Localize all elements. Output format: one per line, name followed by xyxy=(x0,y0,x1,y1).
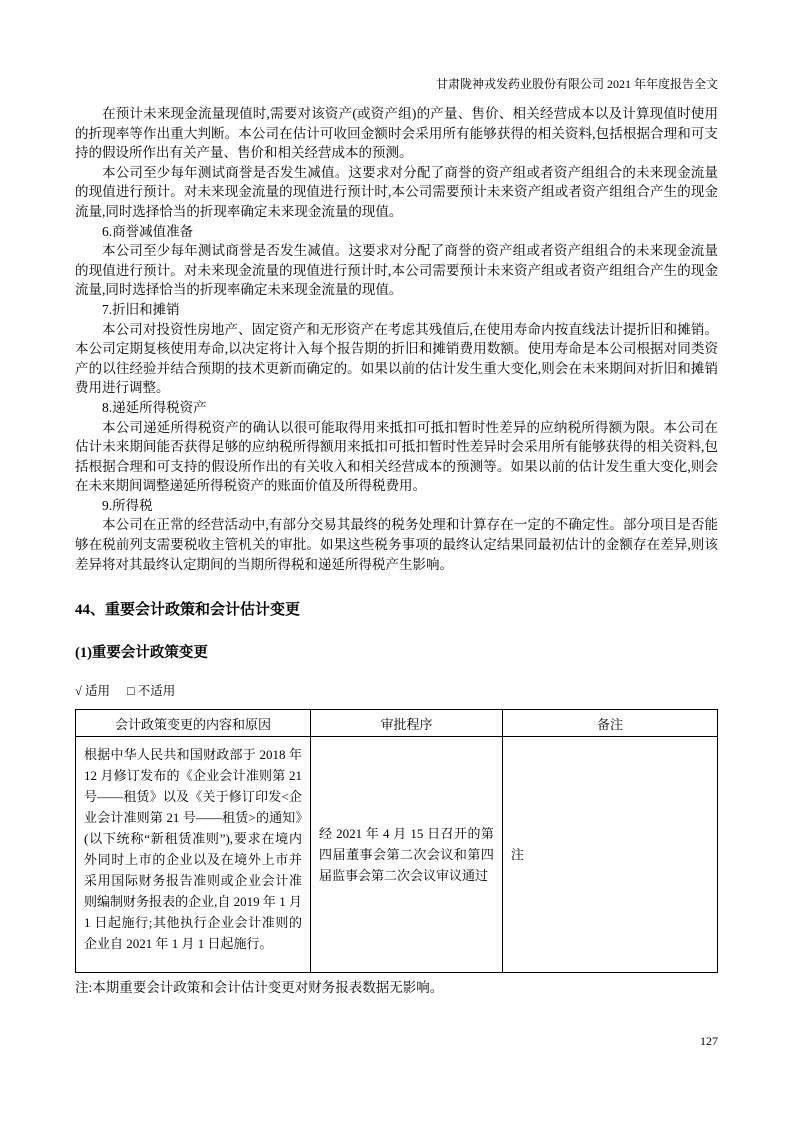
cell-remark: 注 xyxy=(502,737,717,973)
table-note: 注:本期重要会计政策和会计估计变更对财务报表数据无影响。 xyxy=(75,980,444,996)
paragraph: 本公司至少每年测试商誉是否发生减值。这要求对分配了商誉的资产组或者资产组组合的未来现金流量的现值进行预计。对未来现金流量的现值进行预计时,本公司需要预计未来资产组或者资产组组合产生的现金流量,同时选择恰当的折现率确定未来现金流量的现值。 xyxy=(75,164,718,219)
not-applicable-checkbox: □ 不适用 xyxy=(127,684,176,699)
subsection-heading-1: (1)重要会计政策变更 xyxy=(75,645,208,662)
table-header-remark: 备注 xyxy=(502,710,717,737)
cell-approval-procedure: 经 2021 年 4 月 15 日召开的第四届董事会第二次会议和第四届监事会第二次会议审议通过 xyxy=(310,737,502,973)
cell-policy-change-content: 根据中华人民共和国财政部于 2018 年 12 月修订发布的《企业会计准则第 21 号——租赁》以及《关于修订印发<企业会计准则第 21 号——租赁>的通知》(以下统称“新租赁准则”),要求在境内外同时上市的企业以及在境外上市并采用国际财务报告准则或企业会计准则编制财务报表的企业,自 2019 年 1 月 1 日起施行;其他执行企业会计准则的企业自 2021 年 1 月 1 日起施行。 xyxy=(76,737,311,973)
table-header-content-reason: 会计政策变更的内容和原因 xyxy=(76,710,311,737)
paragraph: 本公司递延所得税资产的确认以很可能取得用来抵扣可抵扣暂时性差异的应纳税所得额为限。本公司在估计未来期间能否获得足够的应纳税所得额用来抵扣可抵扣暂时性差异时会采用所有能够获得的相关资料,包括根据合理和可支持的假设所作出的有关收入和相关经营成本的预测等。如果以前的估计发生重大变化,则会在未来期间调整递延所得税资产的账面价值及所得税费用。 xyxy=(75,419,718,494)
section-heading-44: 44、重要会计政策和会计估计变更 xyxy=(75,602,301,619)
paragraph: 本公司对投资性房地产、固定资产和无形资产在考虑其残值后,在使用寿命内按直线法计提折旧和摊销。本公司定期复核使用寿命,以决定将计入每个报告期的折旧和摊销费用数额。使用寿命是本公司根据对同类资产的以往经验并结合预期的技术更新而确定的。如果以前的估计发生重大变化,则会在未来期间对折旧和摊销费用进行调整。 xyxy=(75,321,718,396)
applicability-line xyxy=(75,683,718,699)
subheading-goodwill-impairment: 6.商誉减值准备 xyxy=(102,223,194,239)
applicable-checkbox: √ 适用 xyxy=(75,684,110,699)
subheading-depreciation-amortization: 7.折旧和摊销 xyxy=(102,301,180,317)
paragraph: 本公司在正常的经营活动中,有部分交易其最终的税务处理和计算存在一定的不确定性。部分项目是否能够在税前列支需要税收主管机关的审批。如果这些税务事项的最终认定结果同最初估计的金额存在差异,则该差异将对其最终认定期间的当期所得税和递延所得税产生影响。 xyxy=(75,517,718,572)
page-content xyxy=(75,76,718,997)
table-header-approval-procedure: 审批程序 xyxy=(310,710,502,737)
table-header-row xyxy=(76,710,718,737)
subheading-income-tax: 9.所得税 xyxy=(102,497,153,513)
paragraph: 在预计未来现金流量现值时,需要对该资产(或资产组)的产量、售价、相关经营成本以及计算现值时使用的折现率等作出重大判断。本公司在估计可收回金额时会采用所有能够获得的相关资料,包括根据合理和可支持的假设所作出有关产量、售价和相关经营成本的预测。 xyxy=(75,106,718,161)
subheading-deferred-tax-assets: 8.递延所得税资产 xyxy=(102,399,207,415)
policy-change-table xyxy=(75,709,718,973)
document-header: 甘肃陇神戎发药业股份有限公司 2021 年年度报告全文 xyxy=(435,77,718,91)
table-row xyxy=(76,737,718,973)
page-number: 127 xyxy=(700,1034,718,1048)
paragraph: 本公司至少每年测试商誉是否发生减值。这要求对分配了商誉的资产组或者资产组组合的未来现金流量的现值进行预计。对未来现金流量的现值进行预计时,本公司需要预计未来资产组或者资产组组合产生的现金流量,同时选择恰当的折现率确定未来现金流量的现值。 xyxy=(75,243,718,298)
